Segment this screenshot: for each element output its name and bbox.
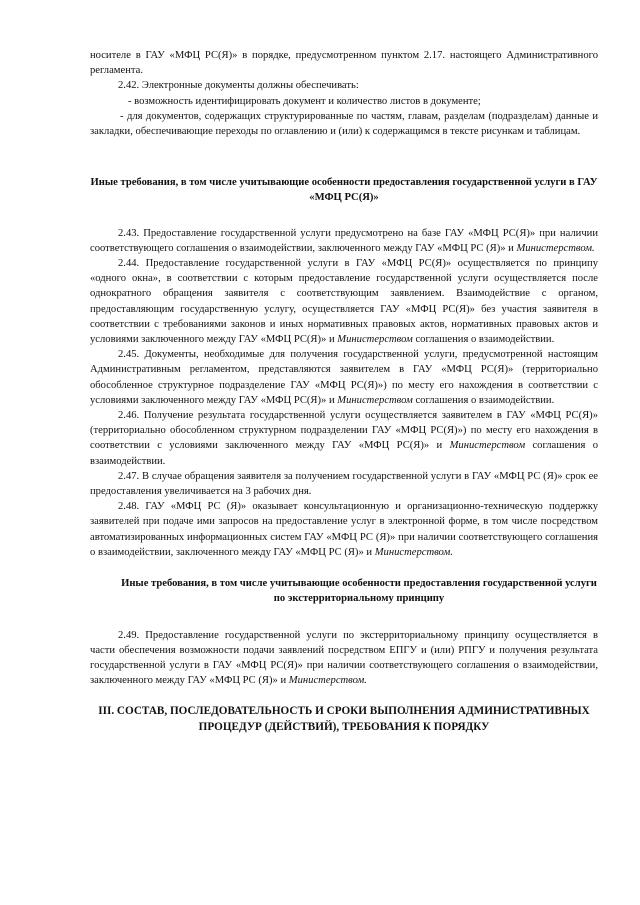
- section-heading-extraterritorial: Иные требования, в том числе учитывающие особенности предоставления государственной услуги по экстерриториальному принципу: [121, 578, 597, 605]
- paragraph-2-42: 2.42. Электронные документы должны обеспечивать:: [118, 80, 359, 92]
- paragraph-continuation: носителе в ГАУ «МФЦ РС(Я)» в порядке, предусмотренном пунктом 2.17. настоящего Административного регламента.: [90, 50, 598, 77]
- paragraph-2-46: 2.46. Получение результата государственной услуги осуществляется заявителем в ГАУ «МФЦ РС(Я)» (территориально обособленном структурном подразделении ГАУ «МФЦ РС(Я)») по месту его нахождения в соответствии с условиями заключенного между ГАУ «МФЦ РС(Я)» и Министерством соглашения о взаимодействии.: [90, 410, 598, 467]
- paragraph-2-49: 2.49. Предоставление государственной услуги по экстерриториальному принципу осуществляется в части обеспечения возможности подачи заявлений посредством ЕПГУ и (или) РПГУ и получения результата государственной услуги в ГАУ «МФЦ РС(Я)» при наличии соответствующего соглашения о взаимодействии, заключенного между ГАУ «МФЦ РС (Я)» и Министерством.: [90, 629, 598, 687]
- paragraph-2-44: 2.44. Предоставление государственной услуги в ГАУ «МФЦ РС(Я)» осуществляется по принципу «одного окна», в соответствии с которым предоставление государственной услуги осуществляется после однократного обращения заявителя с соответствующим заявлением. Взаимодействие с органом, предоставляющим государственную услугу, осуществляется ГАУ «МФЦ РС(Я)» без участия заявителя в соответствии с требованиями законов и иных нормативных правовых актов, нормативных правовых актов и условиями заключенного между ГАУ «МФЦ РС(Я)» и Министерством соглашения о взаимодействии.: [90, 258, 598, 346]
- list-item-2: - для документов, содержащих структурированные по частям, главам, разделам (подразделам) данные и закладки, обеспечивающие переходы по оглавлению и (или) к содержащимся в тексте рисункам и таблицам.: [90, 110, 598, 138]
- paragraph-2-45: 2.45. Документы, необходимые для получения государственной услуги, предусмотренной настоящим Административным регламентом, представляются заявителем в ГАУ «МФЦ РС(Я)» (территориально обособленное структурное подразделение ГАУ «МФЦ РС(Я)») по месту его нахождения в соответствии с условиями заключенного между ГАУ «МФЦ РС(Я)» и Министерством соглашения о взаимодействии.: [90, 349, 598, 406]
- list-item-1: - возможность идентифицировать документ и количество листов в документе;: [128, 95, 481, 107]
- chapter-heading-iii: III. СОСТАВ, ПОСЛЕДОВАТЕЛЬНОСТЬ И СРОКИ ВЫПОЛНЕНИЯ АДМИНИСТРАТИВНЫХ ПРОЦЕДУР (ДЕЙСТВИЙ), ТРЕБОВАНИЯ К ПОРЯДКУ: [98, 705, 590, 734]
- paragraph-2-43: 2.43. Предоставление государственной услуги предусмотрено на базе ГАУ «МФЦ РС(Я)» при наличии соответствующего соглашения о взаимодействии, заключенного между ГАУ «МФЦ РС (Я)» и Министерством.: [90, 227, 598, 254]
- document-page: [90, 48, 598, 736]
- paragraph-2-48: 2.48. ГАУ «МФЦ РС (Я)» оказывает консультационную и организационно-техническую поддержку заявителей при подаче ими запросов на предоставление услуг в электронной форме, в том числе посредством автоматизированных информационных систем ГАУ «МФЦ РС (Я)» при наличии соответствующего соглашения о взаимодействии, заключенного между ГАУ «МФЦ РС (Я)» и Министерством.: [90, 501, 598, 558]
- section-heading-mfc: Иные требования, в том числе учитывающие особенности предоставления государственной услуги в ГАУ «МФЦ РС(Я)»: [90, 177, 598, 204]
- paragraph-2-47: 2.47. В случае обращения заявителя за получением государственной услуги в ГАУ «МФЦ РС (Я)» срок ее предоставления увеличивается на 3 рабочих дня.: [90, 470, 598, 498]
